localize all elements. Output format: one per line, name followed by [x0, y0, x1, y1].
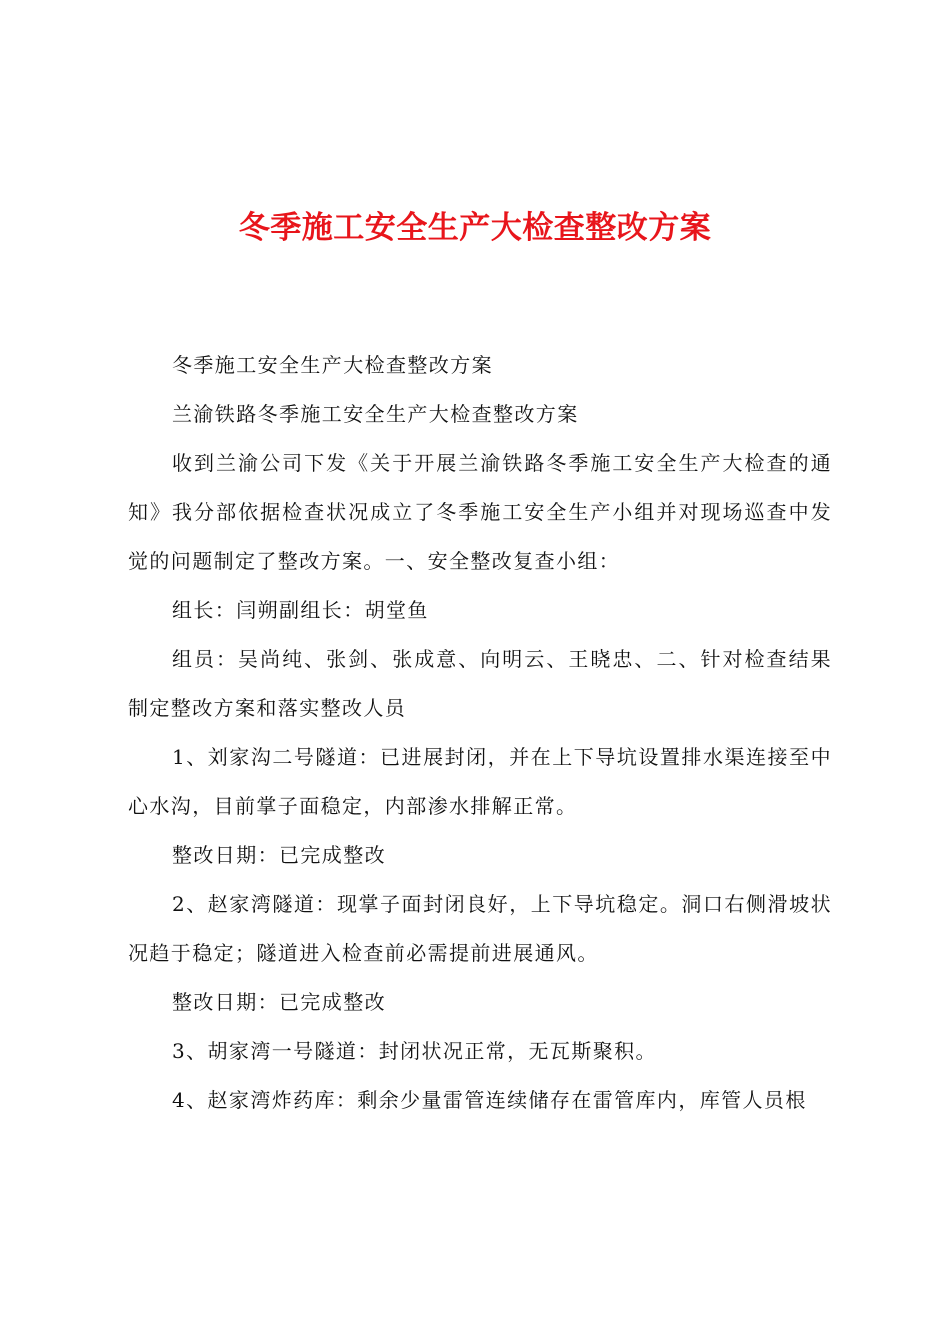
- document-title: 冬季施工安全生产大检查整改方案: [238, 210, 712, 246]
- paragraph-team-members: 组员：吴尚纯、张剑、张成意、向明云、王晓忠、二、针对检查结果制定整改方案和落实整改人员: [128, 647, 832, 720]
- paragraph-item-2-date: 整改日期：已完成整改: [172, 990, 386, 1014]
- document-body: [128, 341, 832, 1125]
- paragraph-subtitle: 冬季施工安全生产大检查整改方案: [172, 353, 493, 377]
- paragraph-intro: 收到兰渝公司下发《关于开展兰渝铁路冬季施工安全生产大检查的通知》我分部依据检查状况成立了冬季施工安全生产小组并对现场巡查中发觉的问题制定了整改方案。一、安全整改复查小组：: [128, 451, 832, 573]
- paragraph-item-1-date: 整改日期：已完成整改: [172, 843, 386, 867]
- paragraph-item-2: 2、赵家湾隧道：现掌子面封闭良好，上下导坑稳定。洞口右侧滑坡状况趋于稳定；隧道进入检查前必需提前进展通风。: [128, 892, 832, 965]
- paragraph-item-4: 4、赵家湾炸药库：剩余少量雷管连续储存在雷管库内，库管人员根: [172, 1088, 807, 1112]
- paragraph-item-1: 1、刘家沟二号隧道：已进展封闭，并在上下导坑设置排水渠连接至中心水沟，目前掌子面稳定，内部渗水排解正常。: [128, 745, 832, 818]
- paragraph-project-title: 兰渝铁路冬季施工安全生产大检查整改方案: [172, 402, 579, 426]
- paragraph-item-3: 3、胡家湾一号隧道：封闭状况正常，无瓦斯聚积。: [172, 1039, 657, 1063]
- paragraph-team-leaders: 组长：闫朔副组长：胡堂鱼: [172, 598, 429, 622]
